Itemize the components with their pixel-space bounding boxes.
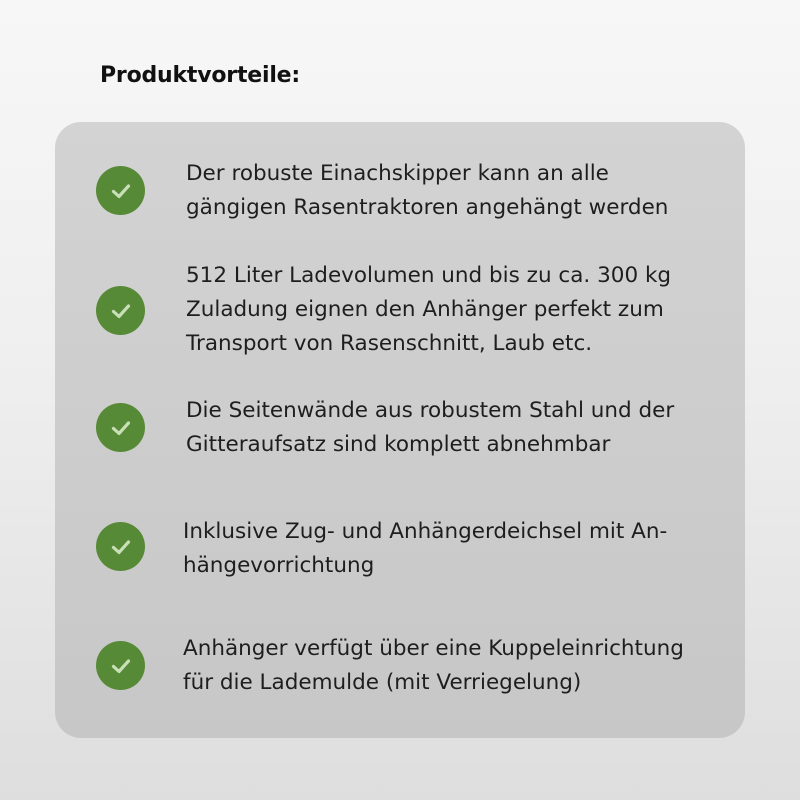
- benefit-text: Der robuste Einachskipper kann an alle gängigen Rasentraktoren angehängt werden: [186, 161, 669, 220]
- benefit-text: Anhänger verfügt über eine Kuppeleinrichtung für die Lademulde (mit Verriegelung): [183, 636, 684, 695]
- checkmark-circle-icon: [96, 166, 145, 215]
- benefit-text: Die Seitenwände aus robustem Stahl und der Gitteraufsatz sind komplett abnehmbar: [186, 398, 675, 457]
- benefit-text: Inklusive Zug- und Anhängerdeichsel mit An- hängevorrichtung: [183, 519, 668, 578]
- checkmark-circle-icon: [96, 522, 145, 571]
- section-heading: Produktvorteile:: [100, 63, 300, 88]
- benefits-panel: [55, 122, 745, 738]
- checkmark-circle-icon: [96, 286, 145, 335]
- checkmark-circle-icon: [96, 403, 145, 452]
- benefit-text: 512 Liter Ladevolumen und bis zu ca. 300 kg Zuladung eignen den Anhänger perfekt zum Transport von Rasenschnitt, Laub etc.: [186, 263, 672, 356]
- checkmark-circle-icon: [96, 641, 145, 690]
